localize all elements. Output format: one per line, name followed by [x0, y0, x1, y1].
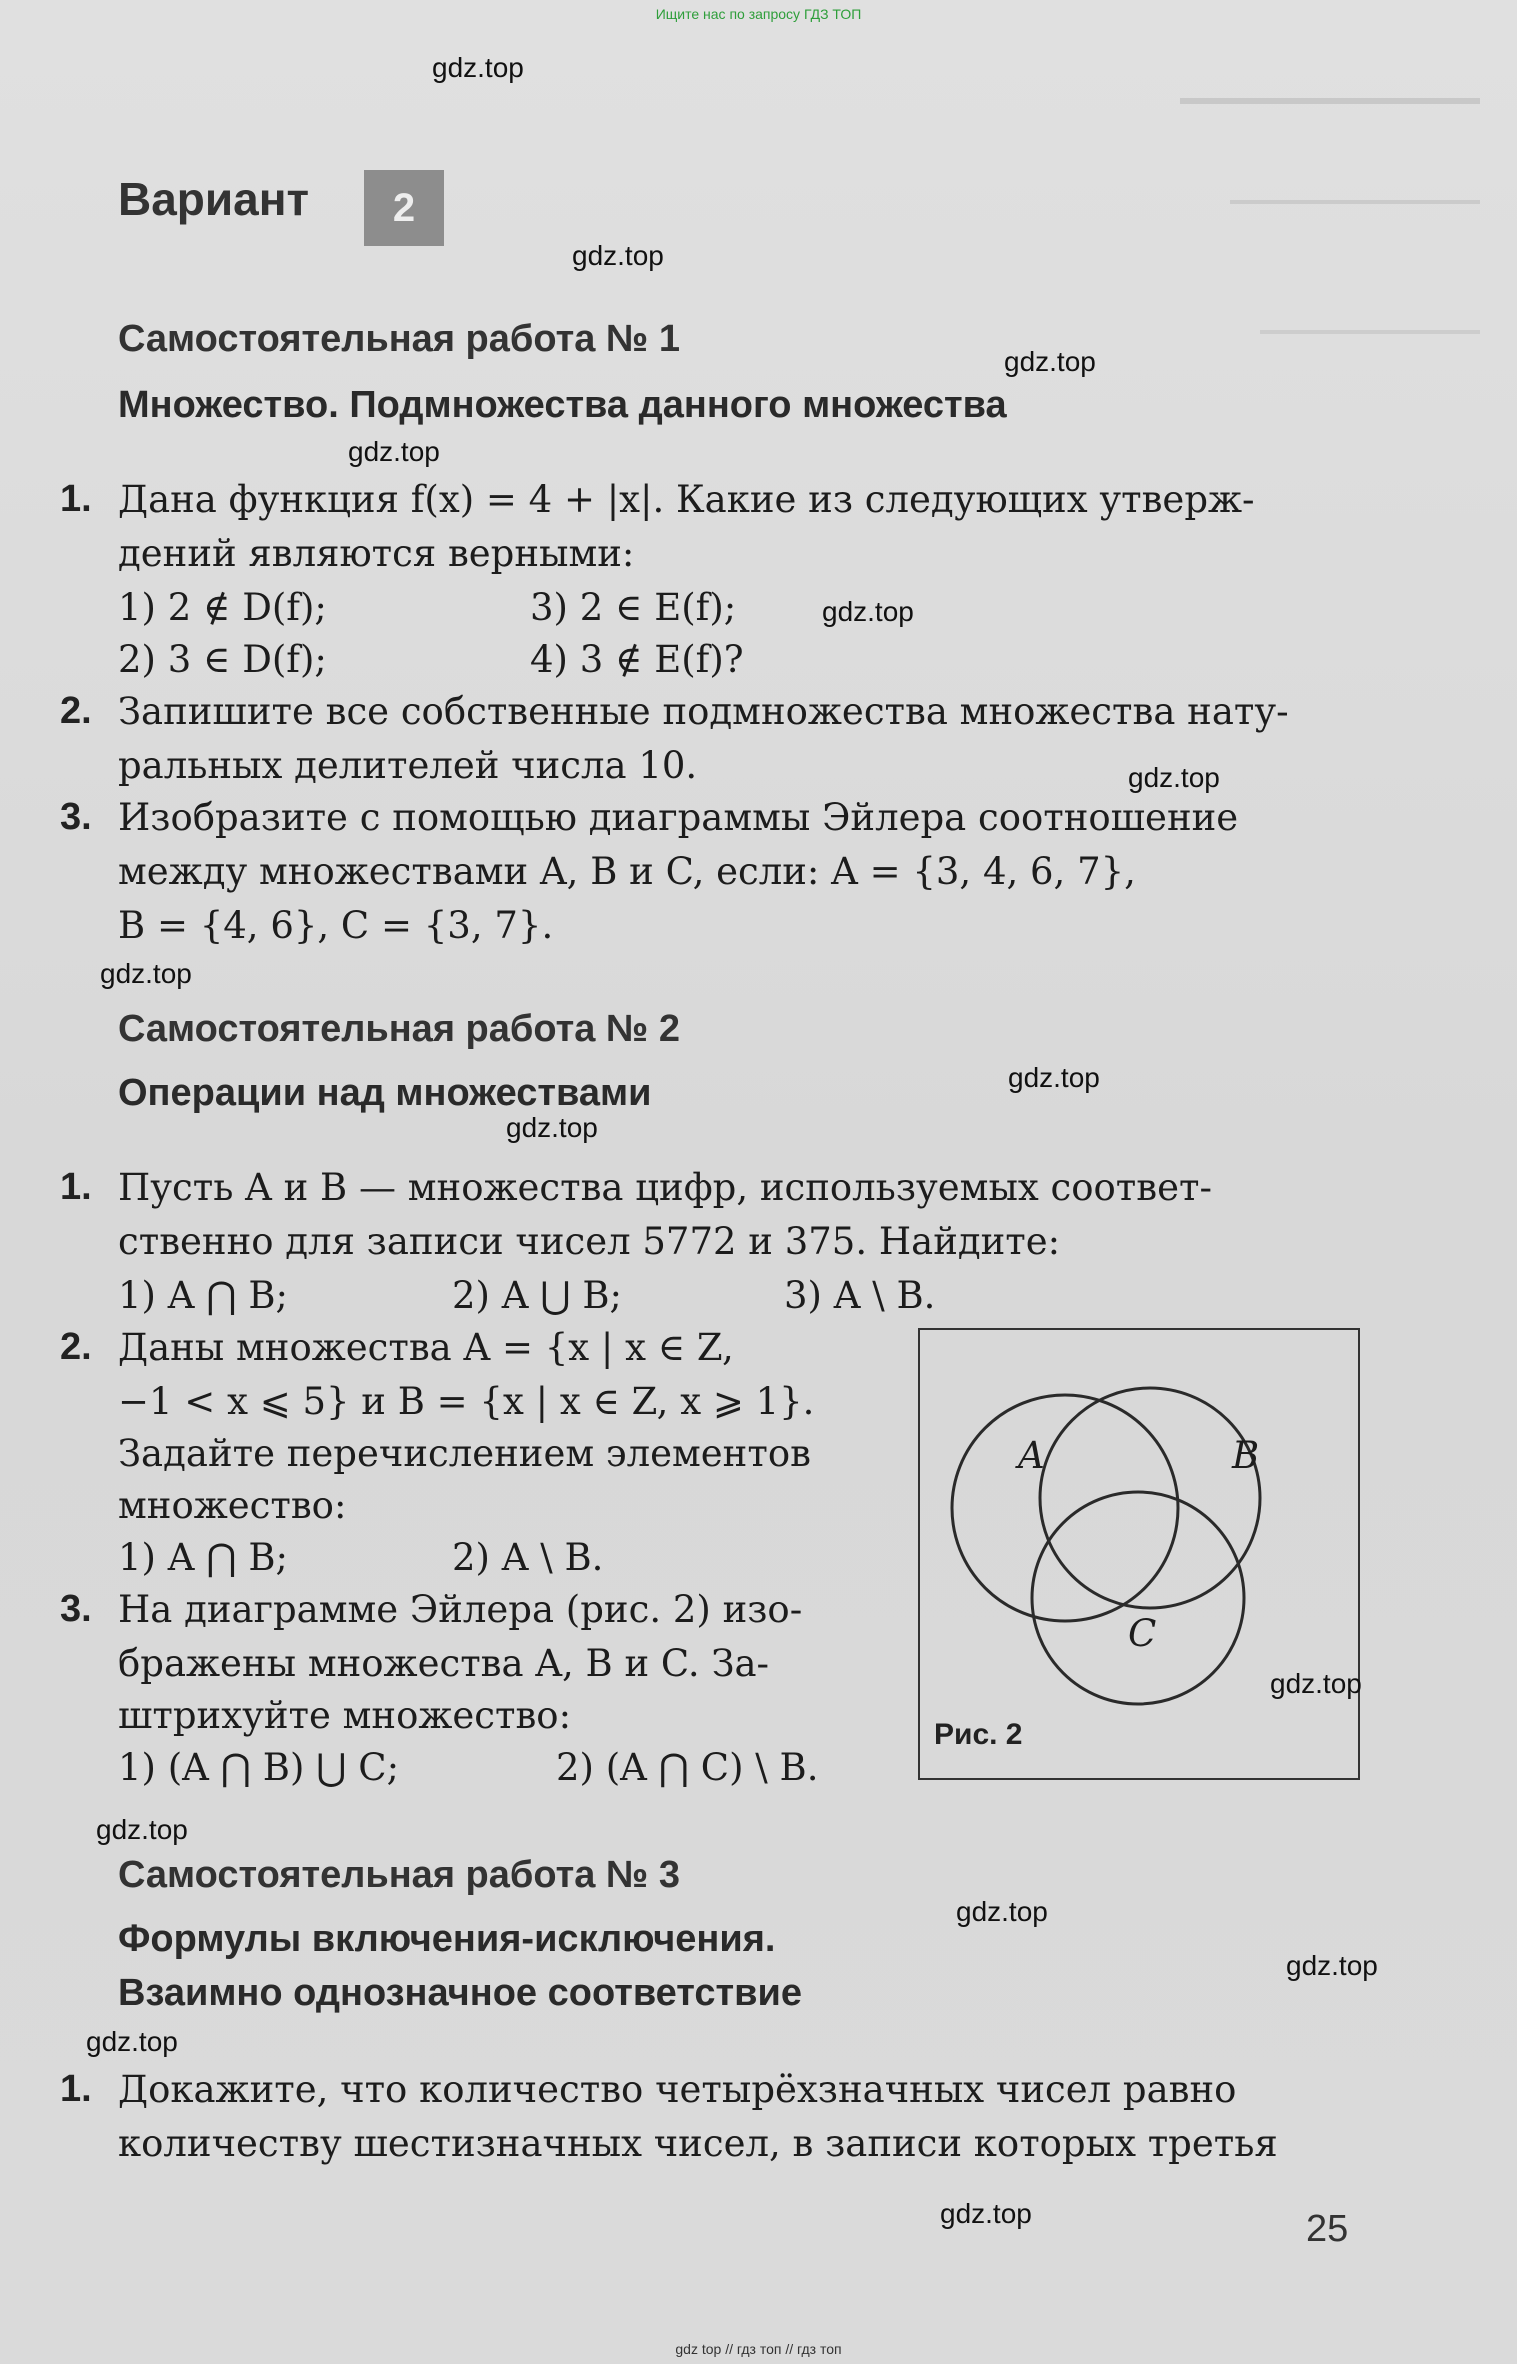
figure-caption: Рис. 2 — [934, 1718, 1023, 1751]
variant-number: 2 — [364, 170, 444, 246]
task-line: −1 < x ⩽ 5} и B = {x | x ∈ Z, x ⩾ 1}. — [118, 1380, 815, 1423]
task-number: 2. — [60, 1326, 92, 1368]
task-line: Запишите все собственные подмножества множества нату- — [118, 690, 1289, 733]
task-line: На диаграмме Эйлера (рис. 2) изо- — [118, 1588, 803, 1631]
work1-subtitle: Множество. Подмножества данного множества — [118, 384, 1007, 426]
task-line: количеству шестизначных чисел, в записи которых третья — [118, 2122, 1278, 2165]
watermark: gdz.top — [1128, 762, 1220, 793]
watermark: gdz.top — [348, 436, 440, 467]
circle-c — [1032, 1492, 1244, 1704]
task-line: дений являются верными: — [118, 532, 635, 575]
task-option: 2) (A ⋂ C) \ B. — [556, 1746, 819, 1789]
task-line: Изобразите с помощью диаграммы Эйлера соотношение — [118, 796, 1239, 839]
bleed-line — [1180, 98, 1480, 104]
bleed-line — [1260, 330, 1480, 334]
watermark: gdz.top — [940, 2198, 1032, 2229]
label-c: C — [1128, 1612, 1157, 1655]
task-number: 1. — [60, 478, 92, 520]
task-line: Докажите, что количество четырёхзначных чисел равно — [118, 2068, 1237, 2111]
bottom-links[interactable]: gdz top // гдз топ // гдз топ — [675, 2341, 842, 2357]
task-number: 2. — [60, 690, 92, 732]
task-option: 2) A ⋃ B; — [452, 1274, 622, 1317]
task-number: 3. — [60, 1588, 92, 1630]
watermark: gdz.top — [86, 2026, 178, 2057]
task-line: Пусть A и B — множества цифр, используемых соответ- — [118, 1166, 1212, 1209]
task-option: 2) A \ B. — [452, 1536, 604, 1579]
task-line: Даны множества A = {x | x ∈ Z, — [118, 1326, 734, 1369]
task-option: 1) 2 ∉ D(f); — [118, 586, 327, 629]
watermark: gdz.top — [1008, 1062, 1100, 1093]
task-number: 1. — [60, 1166, 92, 1208]
variant-label: Вариант — [118, 173, 310, 225]
euler-diagram-svg — [920, 1330, 1358, 1778]
task-line: штрихуйте множество: — [118, 1694, 572, 1737]
watermark: gdz.top — [100, 958, 192, 989]
watermark: gdz.top — [1270, 1668, 1362, 1699]
task-option: 3) A \ B. — [784, 1274, 936, 1317]
task-line: Задайте перечислением элементов — [118, 1432, 811, 1475]
circle-b — [1040, 1388, 1260, 1608]
watermark: gdz.top — [572, 240, 664, 271]
work2-subtitle: Операции над множествами — [118, 1072, 652, 1114]
task-number: 3. — [60, 796, 92, 838]
label-b: B — [1232, 1434, 1260, 1477]
watermark: gdz.top — [1286, 1950, 1378, 1981]
task-line: B = {4, 6}, C = {3, 7}. — [118, 904, 554, 947]
work2-title: Самостоятельная работа № 2 — [118, 1008, 680, 1050]
watermark: gdz.top — [96, 1814, 188, 1845]
task-line: бражены множества A, B и C. За- — [118, 1642, 770, 1685]
watermark: gdz.top — [432, 52, 524, 83]
task-line: Дана функция f(x) = 4 + |x|. Какие из следующих утверж- — [118, 478, 1255, 521]
watermark: gdz.top — [822, 596, 914, 627]
watermark: gdz.top — [956, 1896, 1048, 1927]
work3-title: Самостоятельная работа № 3 — [118, 1854, 680, 1896]
euler-diagram — [918, 1328, 1360, 1780]
task-number: 1. — [60, 2068, 92, 2110]
page-number: 25 — [1306, 2208, 1349, 2250]
watermark: gdz.top — [1004, 346, 1096, 377]
bleed-line — [1230, 200, 1480, 204]
task-option: 1) A ⋂ B; — [118, 1274, 288, 1317]
work3-subtitle-line: Формулы включения-исключения. — [118, 1918, 776, 1960]
task-line: множество: — [118, 1484, 347, 1527]
task-option: 1) (A ⋂ B) ⋃ C; — [118, 1746, 400, 1789]
task-option: 2) 3 ∈ D(f); — [118, 638, 327, 681]
label-a: A — [1018, 1434, 1045, 1477]
task-line: ственно для записи чисел 5772 и 375. Найдите: — [118, 1220, 1061, 1263]
work3-subtitle-line: Взаимно однозначное соответствие — [118, 1972, 803, 2014]
task-option: 4) 3 ∉ E(f)? — [530, 638, 744, 681]
task-option: 1) A ⋂ B; — [118, 1536, 288, 1579]
work1-title: Самостоятельная работа № 1 — [118, 318, 680, 360]
task-line: ральных делителей числа 10. — [118, 744, 698, 787]
top-link[interactable]: Ищите нас по запросу ГДЗ ТОП — [655, 6, 862, 22]
task-option: 3) 2 ∈ E(f); — [530, 586, 737, 629]
watermark: gdz.top — [506, 1112, 598, 1143]
task-line: между множествами A, B и C, если: A = {3, 4, 6, 7}, — [118, 850, 1136, 893]
